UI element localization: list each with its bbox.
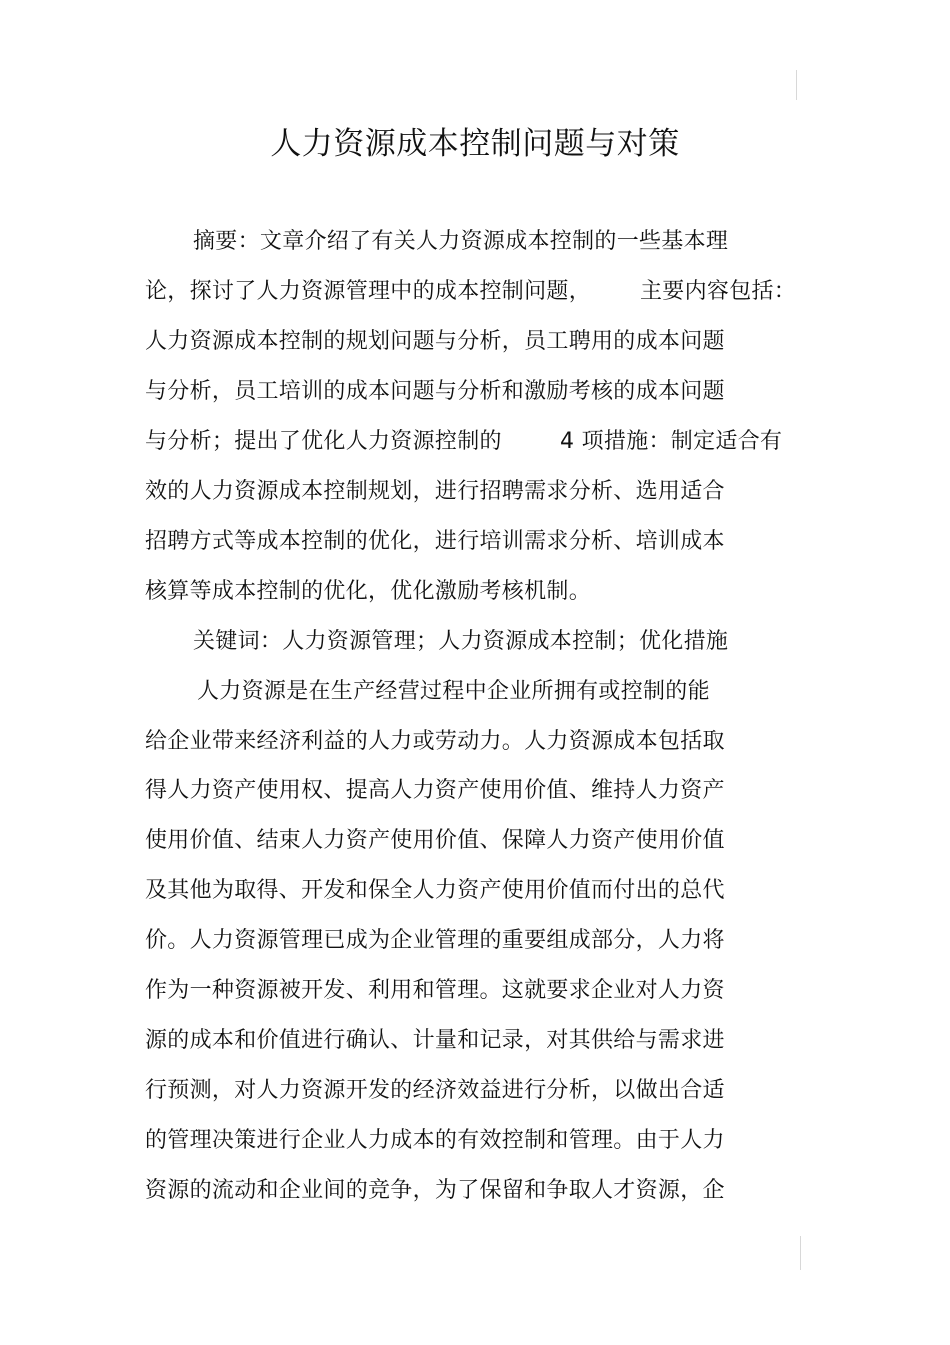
abstract-line: 效的人力资源成本控制规划，进行招聘需求分析、选用适合 [145,479,725,504]
keywords-line: 关键词：人力资源管理；人力资源成本控制；优化措施 [193,629,729,654]
abstract-line: 招聘方式等成本控制的优化，进行培训需求分析、培训成本 [145,529,725,554]
abstract-line: 与分析；提出了优化人力资源控制的 [145,429,502,454]
body-line: 作为一种资源被开发、利用和管理。这就要求企业对人力资 [145,978,725,1003]
body-line: 的管理决策进行企业人力成本的有效控制和管理。由于人力 [145,1128,725,1153]
abstract-line: 核算等成本控制的优化，优化激励考核机制。 [145,579,592,604]
body-line: 得人力资产使用权、提高人力资产使用价值、维持人力资产 [145,778,725,803]
body-line: 给企业带来经济利益的人力或劳动力。人力资源成本包括取 [145,729,725,754]
document-title: 人力资源成本控制问题与对策 [270,126,680,162]
abstract-line: 人力资源成本控制的规划问题与分析，员工聘用的成本问题 [145,329,725,354]
page-corner-mark [796,70,797,100]
abstract-line: 论，探讨了人力资源管理中的成本控制问题， [145,279,592,304]
body-line: 价。人力资源管理已成为企业管理的重要组成部分，人力将 [145,928,725,953]
abstract-line: 主要内容包括： [640,279,797,304]
body-line: 及其他为取得、开发和保全人力资产使用价值而付出的总代 [145,878,725,903]
body-line: 源的成本和价值进行确认、计量和记录，对其供给与需求进 [145,1028,725,1053]
page-corner-mark [800,1236,801,1270]
body-line: 使用价值、结束人力资产使用价值、保障人力资产使用价值 [145,828,725,853]
body-line: 人力资源是在生产经营过程中企业所拥有或控制的能 [197,679,710,704]
body-line: 行预测，对人力资源开发的经济效益进行分析，以做出合适 [145,1078,725,1103]
abstract-line: 摘要：文章介绍了有关人力资源成本控制的一些基本理 [193,229,729,254]
body-line: 资源的流动和企业间的竞争，为了保留和争取人才资源，企 [145,1178,725,1203]
abstract-line: 4 项措施：制定适合有 [560,429,783,454]
abstract-line: 与分析，员工培训的成本问题与分析和激励考核的成本问题 [145,379,725,404]
